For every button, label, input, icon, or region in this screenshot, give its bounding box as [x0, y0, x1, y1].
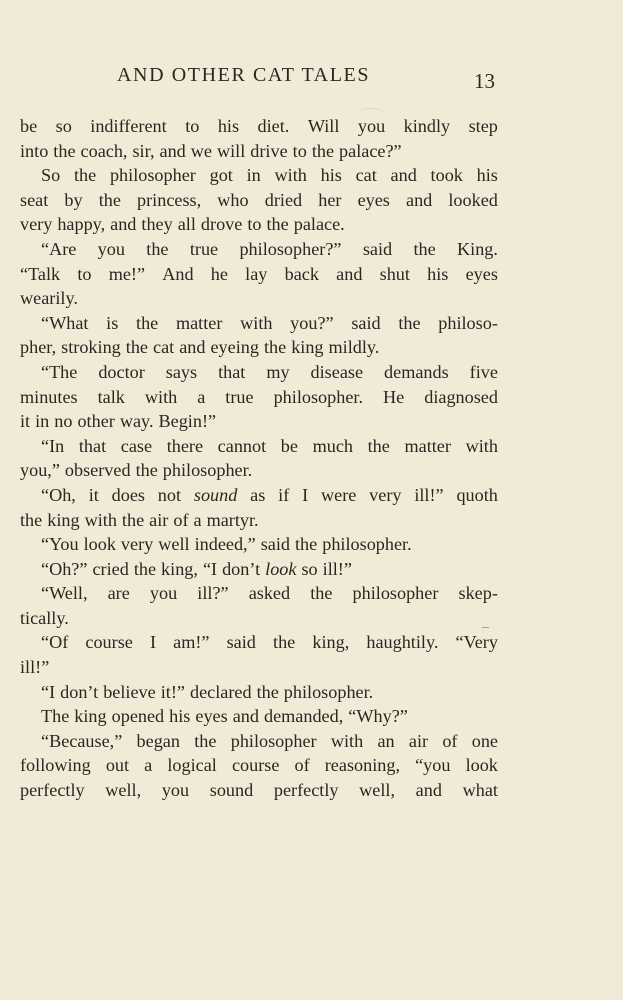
word: it — [88, 484, 99, 505]
text-line — [20, 753, 498, 778]
word: opened — [111, 706, 165, 727]
word: we — [190, 140, 212, 161]
word: well, — [105, 780, 142, 801]
word: coach, — [80, 140, 128, 161]
word: his — [427, 263, 449, 284]
word: the — [311, 140, 335, 161]
word: cried — [92, 558, 129, 579]
word: “You — [41, 534, 79, 555]
word: back — [284, 263, 319, 284]
word: philosopher. — [273, 386, 363, 407]
text-line — [20, 237, 498, 262]
word: “What — [41, 312, 89, 333]
body-text — [20, 114, 498, 803]
word: a — [144, 755, 153, 776]
word: his — [169, 706, 191, 727]
word: eyeing — [210, 337, 259, 358]
word: the — [121, 509, 145, 530]
word: be — [20, 116, 38, 136]
word: said — [362, 238, 393, 259]
word: “Oh?” — [41, 558, 88, 579]
word: stroking — [61, 337, 121, 358]
text-line — [20, 262, 498, 287]
word: minutes — [20, 386, 78, 407]
word: eyes — [195, 706, 228, 727]
word: palace. — [293, 214, 345, 235]
word: “Well, — [41, 583, 88, 604]
word: were — [320, 484, 357, 505]
word: drive — [250, 140, 288, 161]
word: the — [273, 632, 296, 653]
word: with — [144, 386, 178, 407]
word: said — [351, 312, 381, 333]
text-line — [20, 409, 498, 434]
word: tically. — [20, 607, 69, 628]
word: “I — [202, 558, 218, 579]
word: I — [149, 632, 157, 653]
word: me!” — [108, 263, 146, 284]
word: diagnosed — [424, 386, 498, 407]
running-title: AND OTHER CAT TALES — [117, 64, 371, 86]
word: that — [218, 361, 246, 382]
word: ill!” — [322, 558, 352, 579]
word: “Talk — [20, 263, 61, 284]
word: with — [240, 312, 273, 333]
word: lay — [245, 263, 268, 284]
word: believe — [103, 681, 156, 702]
word: the — [194, 730, 217, 751]
word: “Very — [455, 632, 498, 653]
word: said — [226, 632, 256, 653]
word: seat — [20, 189, 49, 210]
text-line — [20, 139, 498, 164]
word: philosopher — [109, 165, 196, 186]
word: said — [260, 534, 290, 555]
word: it!” — [160, 681, 185, 702]
text-line — [20, 286, 498, 311]
word: one — [471, 730, 498, 751]
word: the — [133, 558, 157, 579]
word: five — [469, 361, 498, 382]
word: who — [217, 189, 249, 210]
word: demanded, — [263, 706, 344, 727]
word: they — [141, 214, 173, 235]
word: there — [166, 435, 204, 456]
word: you — [161, 780, 190, 801]
text-line — [20, 163, 498, 188]
word: very — [120, 534, 154, 555]
word: skep- — [458, 583, 498, 604]
word: you,” — [20, 460, 60, 481]
word: “Oh, — [41, 484, 76, 505]
word: shut — [379, 263, 410, 284]
word: indifferent — [90, 116, 167, 136]
word: and — [336, 263, 363, 284]
word: drove — [200, 214, 243, 235]
word: Will — [307, 116, 340, 136]
word: eyes — [465, 263, 498, 284]
word: “The — [41, 361, 78, 382]
word: quoth — [456, 484, 498, 505]
word: are — [107, 583, 130, 604]
word: course — [85, 632, 133, 653]
text-line — [20, 606, 498, 631]
word: princess, — [137, 189, 202, 210]
word: as — [250, 484, 266, 505]
word: her — [318, 189, 342, 210]
word: an — [377, 730, 395, 751]
word: and — [232, 706, 259, 727]
word: martyr. — [206, 509, 259, 530]
word: “Because,” — [41, 730, 123, 751]
word: looked — [448, 189, 498, 210]
text-line — [20, 483, 498, 508]
word: the — [53, 140, 76, 161]
word: wearily. — [20, 288, 78, 309]
word: philosopher?” — [239, 238, 342, 259]
word: with — [274, 165, 307, 186]
word: the — [73, 165, 97, 186]
word: with — [465, 435, 498, 456]
word: air — [149, 509, 169, 530]
word: and — [406, 189, 433, 210]
word: the — [266, 214, 289, 235]
word: very — [369, 484, 402, 505]
word: sir, — [132, 140, 155, 161]
word: indeed,” — [194, 534, 256, 555]
word: it — [20, 411, 31, 432]
word: cat — [355, 165, 377, 186]
word: by — [64, 189, 83, 210]
word: ill!” — [20, 657, 50, 678]
word: dried — [264, 189, 303, 210]
word: began — [136, 730, 180, 751]
word: look — [83, 534, 116, 555]
word: if — [278, 484, 290, 505]
word: observed — [64, 460, 131, 481]
word: asked — [248, 583, 291, 604]
word: and — [179, 337, 206, 358]
word: the — [146, 238, 169, 259]
text-line — [20, 729, 498, 754]
word: Begin!” — [158, 411, 217, 432]
word: is — [106, 312, 119, 333]
text-line — [20, 508, 498, 533]
word: the — [398, 312, 421, 333]
word: philosopher. — [162, 460, 253, 481]
word: talk — [97, 386, 125, 407]
word: following — [20, 755, 91, 776]
text-line — [20, 630, 498, 655]
word: very — [20, 214, 53, 235]
word: and — [159, 140, 186, 161]
word: The — [41, 706, 70, 727]
word: and — [390, 165, 417, 186]
word: And — [162, 263, 194, 284]
word: you?” — [290, 312, 334, 333]
word: his — [476, 165, 498, 186]
word: king, — [161, 558, 198, 579]
word: cat — [153, 337, 175, 358]
word: the — [135, 460, 158, 481]
word: look — [465, 755, 498, 776]
word: my — [266, 361, 290, 382]
word: king — [74, 706, 107, 727]
word: of — [173, 509, 189, 530]
word: a — [193, 509, 202, 530]
word: of — [442, 730, 458, 751]
word: so — [301, 558, 318, 579]
text-line — [20, 557, 498, 582]
word: what — [462, 780, 498, 801]
text-line — [20, 778, 498, 803]
word: and — [110, 214, 137, 235]
word: haughtily. — [366, 632, 439, 653]
word: not — [157, 484, 182, 505]
word: you — [97, 238, 125, 259]
text-line — [20, 335, 498, 360]
word: cannot — [217, 435, 267, 456]
word: course — [231, 755, 280, 776]
word: ill!” — [414, 484, 444, 505]
word: demands — [384, 361, 449, 382]
word: philosopher — [230, 730, 317, 751]
word: declared — [189, 681, 252, 702]
word: will — [216, 140, 246, 161]
word: perfectly — [20, 780, 85, 801]
word: does — [111, 484, 145, 505]
word: the — [20, 509, 43, 530]
word: the — [295, 534, 318, 555]
word: eyes — [357, 189, 390, 210]
word: “In — [41, 435, 65, 456]
text-line — [20, 188, 498, 213]
word: the — [136, 312, 159, 333]
word: disease — [310, 361, 364, 382]
word: king — [291, 337, 324, 358]
word: logical — [167, 755, 217, 776]
word: the — [413, 238, 436, 259]
word: true — [189, 238, 219, 259]
word: in — [246, 165, 261, 186]
word: King. — [457, 238, 498, 259]
word: that — [78, 435, 107, 456]
word: matter — [404, 435, 451, 456]
word: the — [98, 189, 121, 210]
word: well, — [359, 780, 396, 801]
text-line — [20, 532, 498, 557]
word: philosopher — [352, 583, 439, 604]
text-line — [20, 434, 498, 459]
word: perfectly — [273, 780, 339, 801]
word: other — [77, 411, 115, 432]
word: happy, — [57, 214, 106, 235]
text-line — [20, 360, 498, 385]
word: I — [302, 484, 309, 505]
word: his — [217, 116, 240, 136]
word: philoso- — [438, 312, 498, 333]
word: “Why?” — [348, 706, 408, 727]
word: philosopher. — [322, 534, 412, 555]
word: sound — [209, 780, 254, 801]
word: mildly. — [328, 337, 380, 358]
word: the — [256, 681, 279, 702]
word: am!” — [173, 632, 210, 653]
word: the — [310, 583, 333, 604]
word: pher, — [20, 337, 57, 358]
word: He — [383, 386, 405, 407]
text-line — [20, 114, 498, 139]
word: the — [263, 337, 287, 358]
word: the — [125, 337, 148, 358]
word: to — [77, 263, 92, 284]
word: and — [415, 780, 442, 801]
word: out — [105, 755, 130, 776]
word: “Of — [41, 632, 69, 653]
word: matter — [175, 312, 223, 333]
word: look — [265, 558, 297, 579]
word: into — [20, 140, 49, 161]
word: way. — [119, 411, 154, 432]
word: be — [280, 435, 298, 456]
text-line — [20, 655, 498, 680]
word: took — [430, 165, 463, 186]
word: to — [292, 140, 307, 161]
word: his — [320, 165, 342, 186]
word: of — [294, 755, 310, 776]
running-head — [0, 64, 623, 94]
text-line — [20, 311, 498, 336]
text-line — [20, 212, 498, 237]
word: king, — [312, 632, 350, 653]
word: reasoning, — [324, 755, 401, 776]
word: ill?” — [197, 583, 229, 604]
text-line — [20, 581, 498, 606]
word: well — [158, 534, 190, 555]
word: king — [47, 509, 80, 530]
word: in — [35, 411, 50, 432]
word: no — [54, 411, 73, 432]
word: case — [120, 435, 153, 456]
word: true — [225, 386, 254, 407]
word: don’t — [222, 558, 261, 579]
text-line — [20, 680, 498, 705]
word: the — [367, 435, 390, 456]
word: to — [247, 214, 262, 235]
text-line — [20, 385, 498, 410]
text-line — [20, 704, 498, 729]
word: “Are — [41, 238, 77, 259]
word: he — [210, 263, 228, 284]
word: you — [357, 116, 386, 136]
page-number: 13 — [474, 69, 495, 93]
word: palace?” — [339, 140, 402, 161]
word: with — [330, 730, 364, 751]
word: you — [149, 583, 178, 604]
word: so — [55, 116, 72, 136]
word: to — [185, 116, 200, 136]
word: step — [468, 116, 498, 136]
word: with — [84, 509, 117, 530]
word: kindly — [403, 116, 451, 136]
word: sound — [193, 484, 238, 505]
word: got — [209, 165, 233, 186]
word: all — [177, 214, 196, 235]
word: a — [197, 386, 206, 407]
word: much — [312, 435, 353, 456]
word: diet. — [257, 116, 290, 136]
word: doctor — [98, 361, 145, 382]
word: “you — [415, 755, 451, 776]
word: air — [408, 730, 429, 751]
word: philosopher. — [283, 681, 374, 702]
word: don’t — [60, 681, 99, 702]
word: says — [165, 361, 198, 382]
word: “I — [41, 681, 56, 702]
text-line — [20, 458, 498, 483]
word: So — [41, 165, 61, 186]
